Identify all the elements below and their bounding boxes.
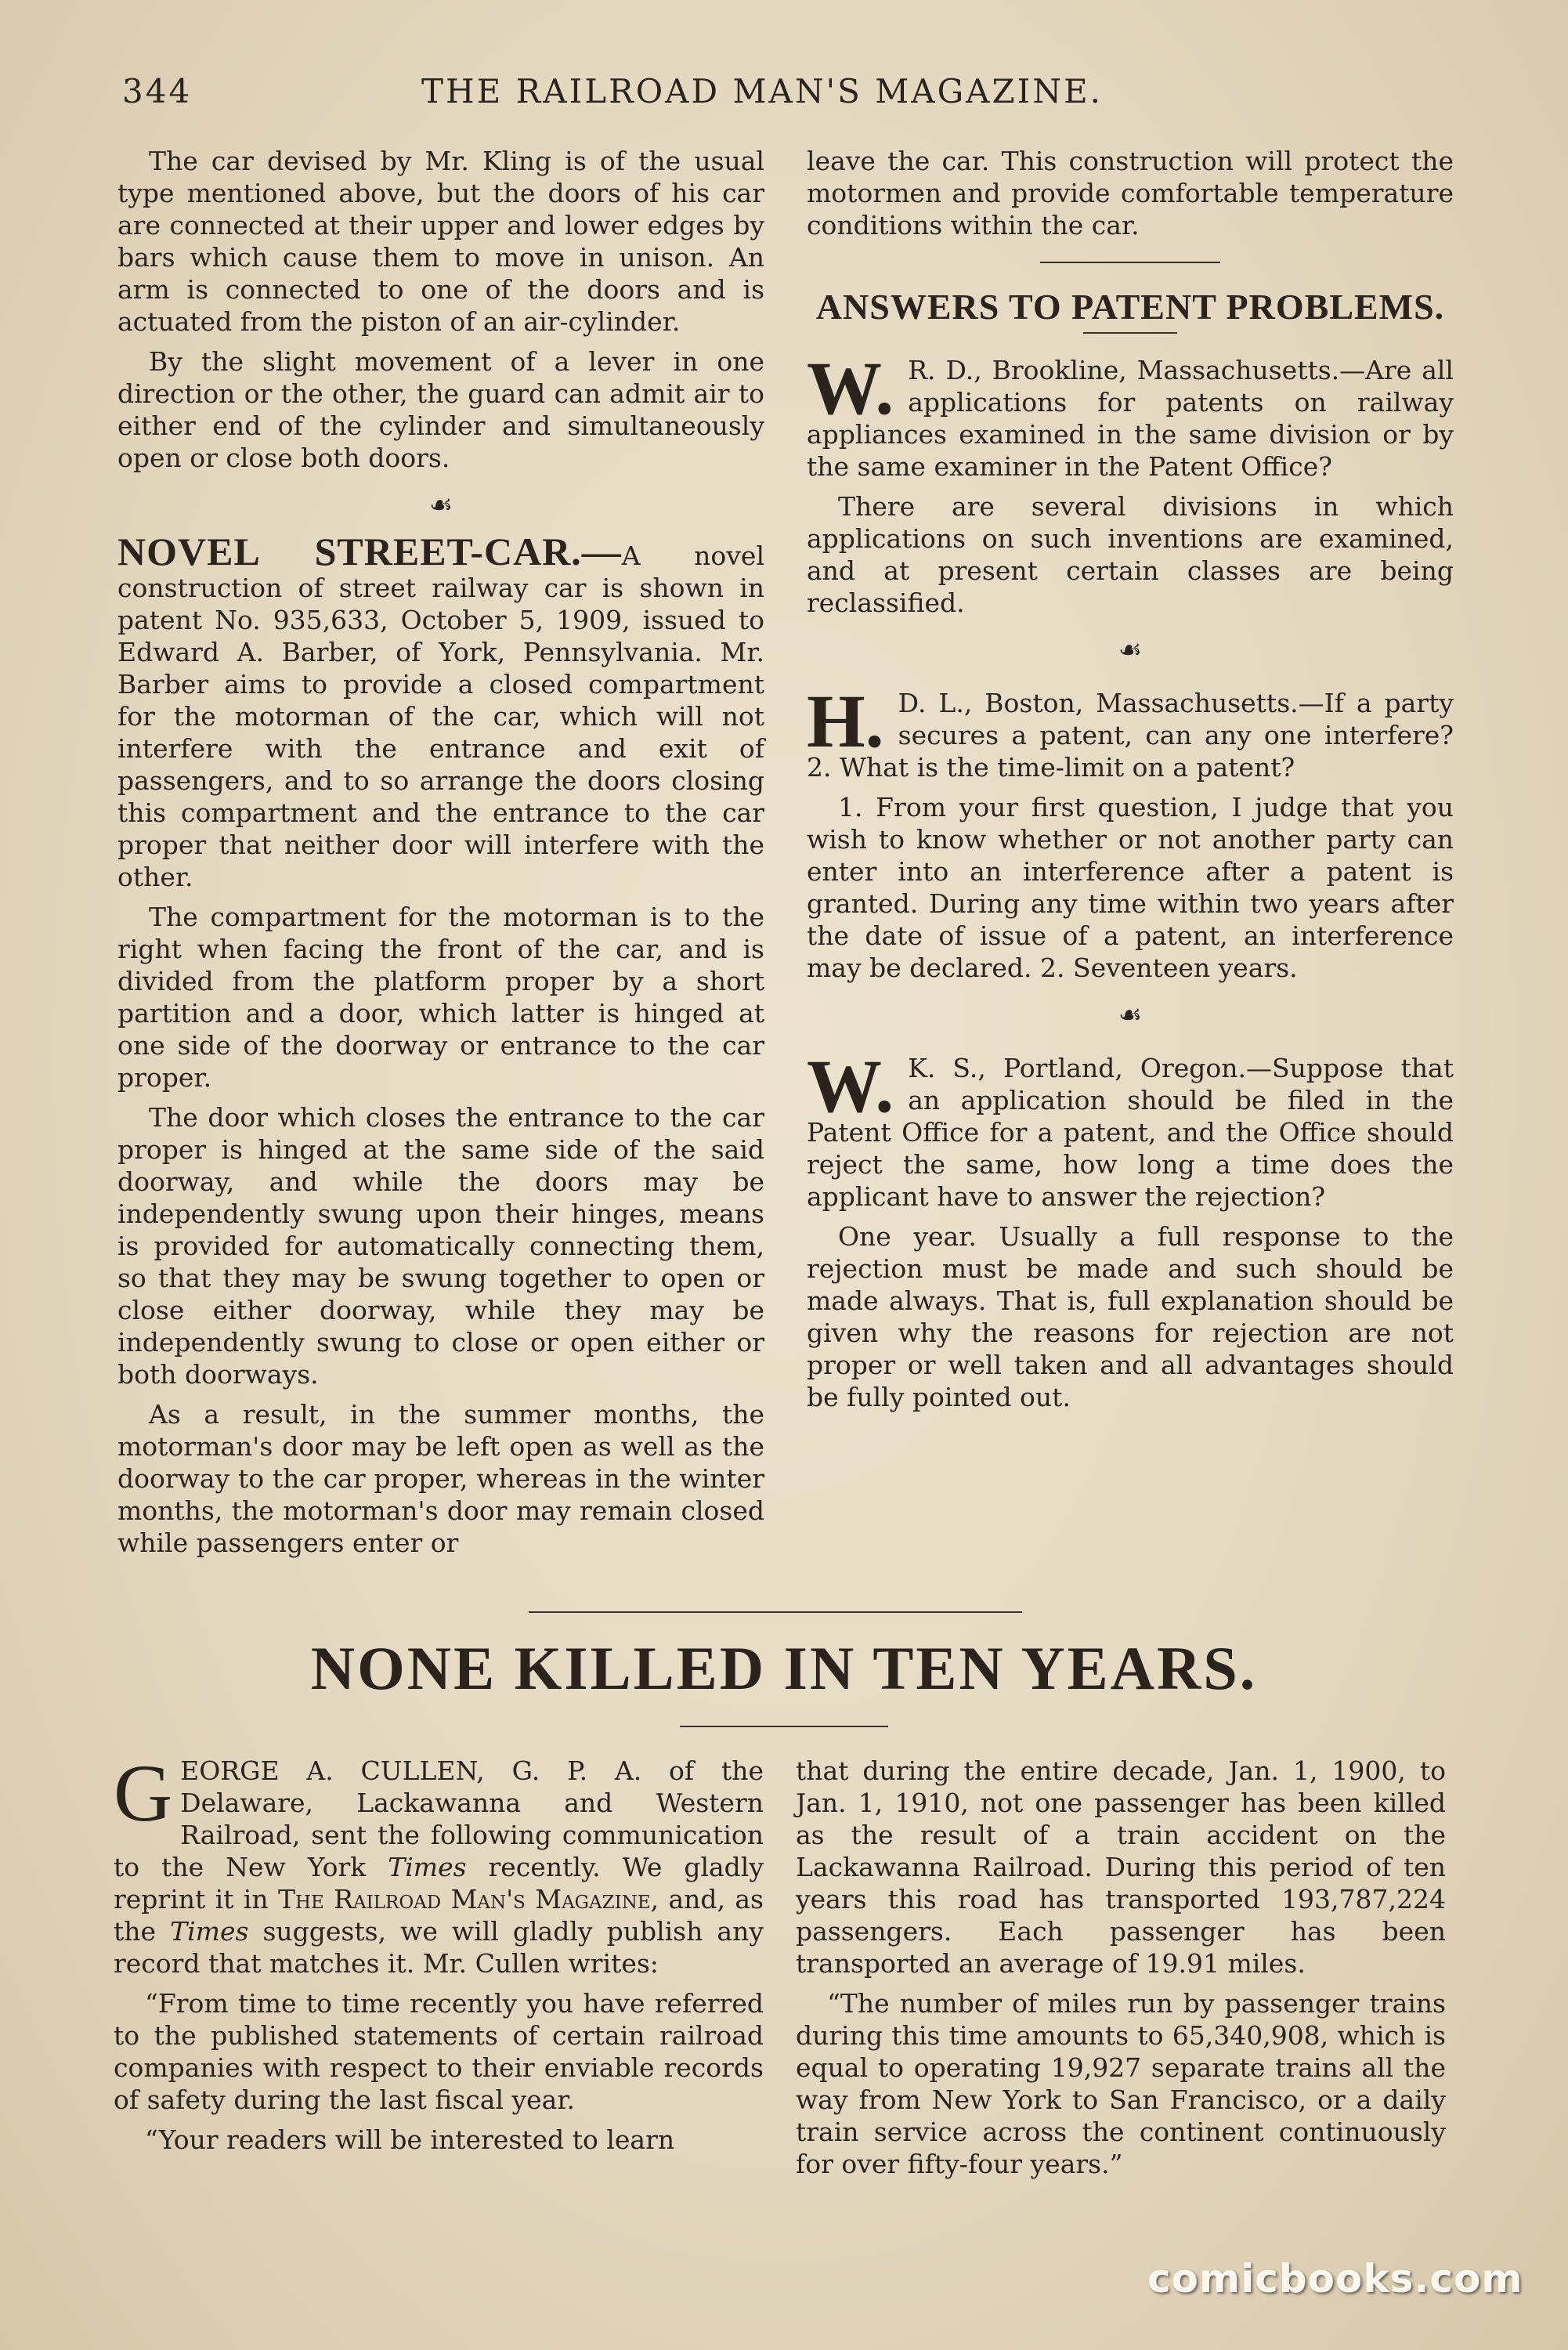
- novel-street-car-text-1: A novel construction of street railway car is shown in patent No. 935,633, October 5, 1909, issued to Edward A. Barber, of York, Pennsylvania. Mr. Barber aims to provide a closed compartment for the motorman of the car, which will not interfere with the entrance and exit of passengers, and to so arrange the doors closing this compartment and the entrance to the car proper that neither door will interfere with the other.: [117, 540, 765, 892]
- right-column: [807, 145, 1454, 1421]
- article-paragraph-2: “From time to time recently you have referred to the published statements of certain railroad companies with respect to their enviable records of safety during the last fiscal year.: [114, 1988, 764, 2115]
- times-title-1: Times: [388, 1852, 467, 1882]
- page-number: 344: [122, 72, 193, 110]
- ornament-icon: ☙: [1118, 1000, 1143, 1031]
- magazine-title: THE RAILROAD MAN'S MAGAZINE.: [421, 72, 1104, 110]
- question-2: [807, 679, 1454, 791]
- article-paragraph-3: “Your readers will be interested to learn: [145, 2124, 675, 2155]
- answers-heading-text: ANSWERS TO PATENT PROBLEMS.: [815, 287, 1445, 327]
- article-paragraph-1: [114, 1748, 764, 1979]
- answer-2: 1. From your first question, I judge that you wish to know whether or not another party can enter into an interference after a patent is granted. During any time within two years after the date of issue of a patent, an interference may be declared. 2. Seventeen years.: [807, 792, 1454, 983]
- question-3: [807, 1044, 1454, 1220]
- section-divider: [1040, 262, 1220, 263]
- question-1-initial: W.: [807, 346, 894, 430]
- question-1: [807, 346, 1454, 490]
- heading-dash: —: [581, 530, 622, 573]
- ornament-icon: ☙: [1118, 634, 1143, 666]
- question-3-initial: W.: [807, 1044, 894, 1128]
- novel-street-car-paragraph-2: The compartment for the motorman is to the right when facing the front of the car, and is divided from the platform proper by a short partition and a door, which latter is hinged at one side of the doorway or entrance to the car proper.: [117, 902, 764, 1093]
- answers-section-heading: [807, 285, 1454, 334]
- watermark-logo: comicbooks.com: [1147, 2256, 1523, 2301]
- article-text-1d: suggests, we will gladly publish any record that matches it. Mr. Cullen writes:: [114, 1916, 764, 1979]
- novel-street-car-paragraph-3: The door which closes the entrance to the car proper is hinged at the same side of the said doorway, and while the doors may be independently swung upon their hinges, means is provided for automatically connecting them, so that they may be swung together to open or close either doorway, while they may be independently swung to close or open either or both doorways.: [117, 1102, 764, 1390]
- article-title: NONE KILLED IN TEN YEARS.: [310, 1634, 1258, 1702]
- answer-3: One year. Usually a full response to the rejection must be made and such should be made always. That is, full explanation should be given why the reasons for rejection are not proper or well taken and all advantages should be fully pointed out.: [807, 1221, 1454, 1412]
- article-left-column: [114, 1748, 764, 2164]
- page-header: [117, 72, 1465, 116]
- novel-street-car-paragraph-1: [117, 530, 765, 893]
- question-2-initial: H.: [807, 679, 884, 763]
- kling-paragraph-1: The car devised by Mr. Kling is of the usual type mentioned above, but the doors of his car are connected at their upper and lower edges by bars which cause them to move in unison. An arm is connected to one of the doors and is actuated from the piston of an air-cylinder.: [117, 146, 764, 337]
- article-text-1b: recently. We gladly reprint it in: [114, 1852, 764, 1914]
- article-paragraph-4: that during the entire decade, Jan. 1, 1900, to Jan. 1, 1910, not one passenger has been killed as the result of a train accident on the Lackawanna Railroad. During this period of ten years this road has transported 193,787,224 passengers. Each passenger has been transported an average of 19.91 miles.: [796, 1755, 1446, 1979]
- article-right-column: [796, 1755, 1446, 2188]
- question-1-text: R. D., Brookline, Massachusetts.—Are all applications for patents on railway appliances examined in the same division or by the same examiner in the Patent Office?: [807, 355, 1454, 482]
- article-top-rule: [529, 1611, 1022, 1613]
- times-title-2: Times: [170, 1916, 249, 1947]
- left-column: [117, 145, 764, 1567]
- ornament-icon: ☙: [428, 490, 453, 521]
- article-text-1c: , and, as the: [114, 1884, 764, 1947]
- novel-street-car-paragraph-4: As a result, in the summer months, the motorman's door may be left open as well as the doorway to the car proper, whereas in the winter months, the motorman's door may remain closed while passengers enter or: [117, 1399, 764, 1558]
- kling-paragraph-2: By the slight movement of a lever in one direction or the other, the guard can admit air to either end of the cylinder and simultaneously open or close both doors.: [117, 346, 764, 473]
- continuation-paragraph: leave the car. This construction will protect the motormen and provide comfortable temperature conditions within the car.: [807, 146, 1454, 240]
- magazine-name: The Railroad Man's Magazine: [277, 1884, 651, 1914]
- article-text-1a: EORGE A. CULLEN, G. P. A. of the Delaware, Lackawanna and Western Railroad, sent the following communication to the New York: [114, 1755, 764, 1882]
- article-paragraph-5: “The number of miles run by passenger trains during this time amounts to 65,340,908, which is equal to operating 19,927 separate trains all the way from New York to San Francisco, or a daily train service across the continent continuously for over fifty-four years.”: [796, 1988, 1446, 2179]
- heading-underline: [1083, 332, 1177, 334]
- article-dropcap: G: [114, 1748, 173, 1838]
- novel-street-car-heading: NOVEL STREET-CAR.: [117, 530, 582, 573]
- article-title-rule: [680, 1726, 888, 1727]
- question-3-text: K. S., Portland, Oregon.—Suppose that an application should be filed in the Patent Office for a patent, and the Office should reject the same, how long a time does the applicant have to answer the rejection?: [807, 1053, 1454, 1212]
- answer-1: There are several divisions in which applications on such inventions are examined, and at present certain classes are being reclassified.: [807, 491, 1454, 618]
- question-2-text: D. L., Boston, Massachusetts.—If a party secures a patent, can any one interfere? 2. What is the time-limit on a patent?: [807, 688, 1454, 783]
